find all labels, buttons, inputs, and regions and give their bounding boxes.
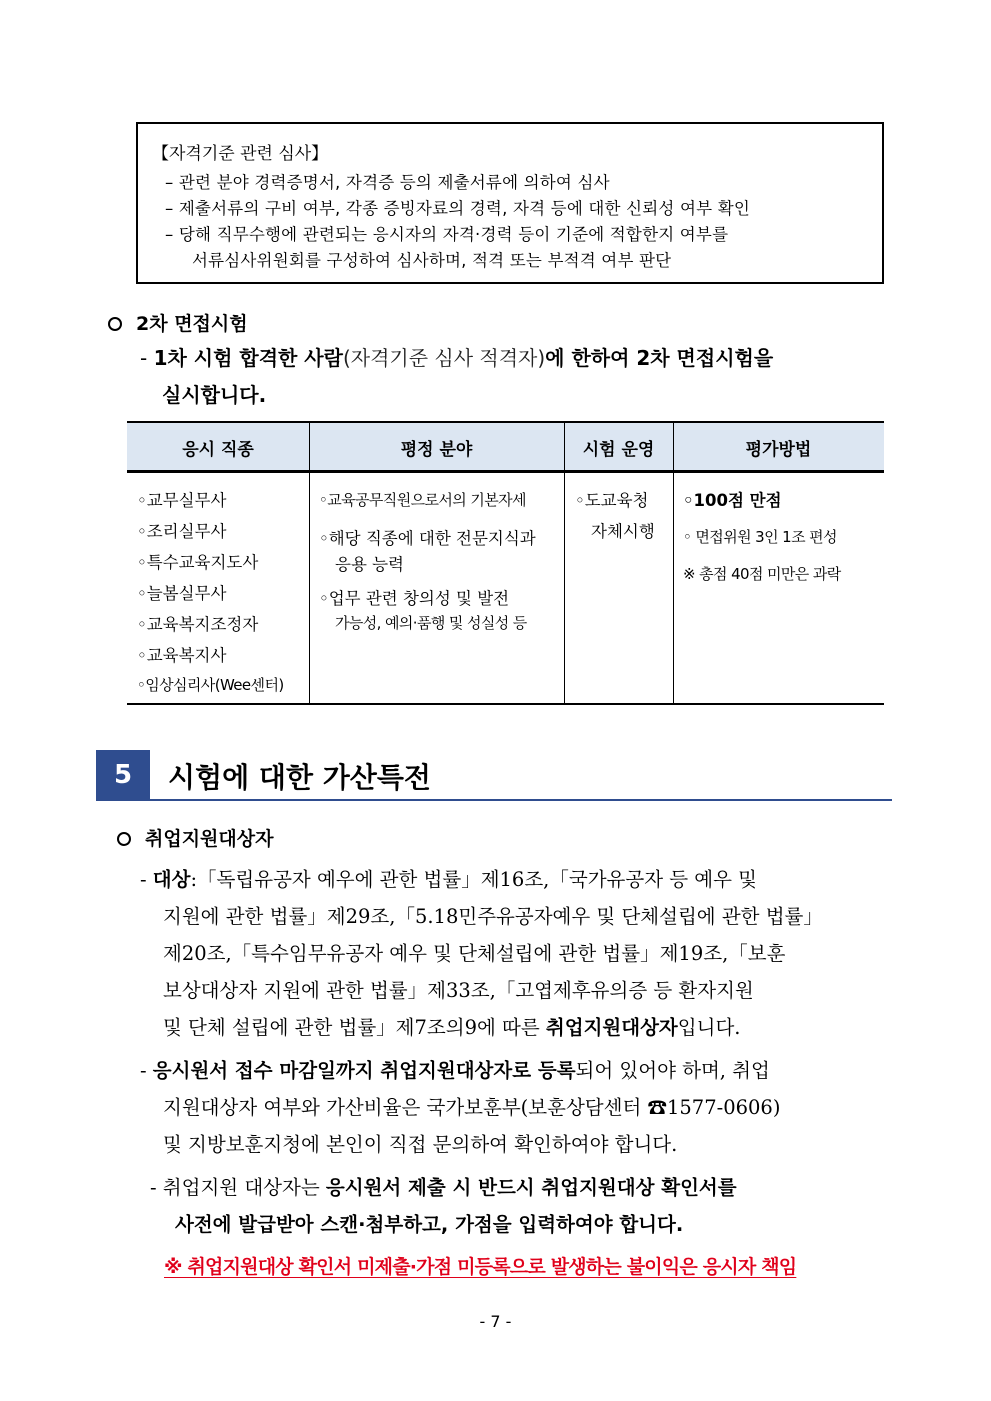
bold-text: 대상 [152, 868, 191, 891]
dash: - [140, 868, 153, 891]
criteria-line: – 제출서류의 구비 여부, 각종 증빙자료의 경력, 자격 등에 대한 신뢰성 여부 확인 [165, 199, 750, 218]
criteria-line: – 당해 직무수행에 관련되는 응시자의 자격·경력 등이 기준에 적합한지 여부를 [165, 225, 729, 244]
dash: - [140, 346, 154, 370]
body-text: 입니다. [677, 1016, 741, 1039]
certificate-line-2: 사전에 발급받아 스캔·첨부하고, 가점을 입력하여야 합니다. [175, 1213, 684, 1236]
field-item: ◦교육공무직원으로서의 기본자세 [319, 491, 526, 509]
header-job: 응시 직종 [182, 440, 254, 460]
field-item: ◦해당 직종에 대한 전문지식과 [319, 529, 536, 548]
employment-support-heading [117, 824, 273, 851]
bold-text: 응시원서 접수 마감일까지 취업지원대상자로 등록 [152, 1059, 576, 1082]
operation-item: ◦도교육청 [575, 491, 649, 510]
field-item: 응용 능력 [335, 555, 405, 574]
registration-line-3: 및 지방보훈지청에 본인이 직접 문의하여 확인하여야 합니다. [163, 1133, 678, 1156]
job-item: ◦늘봄실무사 [137, 584, 227, 603]
body-text: 취업지원 대상자는 [162, 1176, 326, 1199]
header-method: 평가방법 [745, 440, 812, 460]
section-title: 시험에 대한 가산특전 [168, 761, 431, 794]
column-divider [564, 421, 565, 705]
warning-notice: ※ 취업지원대상 확인서 미제출·가점 미등록으로 발생하는 불이익은 응시자 책임 [164, 1256, 797, 1278]
dash: - [140, 1059, 153, 1082]
operation-item: 자체시행 [591, 522, 655, 541]
table-bottom-rule [127, 703, 884, 705]
paren-text: (자격기준 심사 적격자) [342, 346, 546, 370]
registration-line-2: 지원대상자 여부와 가산비율은 국가보훈부(보훈상담센터 ☎1577-0606) [163, 1096, 781, 1119]
job-item: ◦교육복지사 [137, 646, 227, 665]
page-number: - 7 - [479, 1312, 512, 1331]
column-divider [309, 421, 310, 705]
section-rule [96, 799, 892, 801]
job-item: ◦임상심리사(Wee센터) [137, 676, 284, 694]
target-line-2: 지원에 관한 법률」제29조,「5.18민주유공자예우 및 단체설립에 관한 법률」 [163, 905, 823, 928]
criteria-box-title: 【자격기준 관련 심사】 [152, 144, 329, 164]
header-field: 평정 분야 [400, 440, 473, 460]
job-item: ◦교육복지조정자 [137, 615, 259, 634]
interview-heading [108, 309, 248, 336]
method-panel: ◦ 면접위원 3인 1조 편성 [683, 528, 837, 546]
bold-text: 1차 시험 합격한 사람 [153, 346, 343, 370]
body-text: :「독립유공자 예우에 관한 법률」제16조,「국가유공자 등 예우 및 [190, 868, 758, 891]
dash: - [150, 1176, 163, 1199]
target-line-1 [140, 864, 757, 892]
target-line-3: 제20조,「특수임무유공자 예우 및 단체설립에 관한 법률」제19조,「보훈 [163, 942, 786, 965]
column-divider [673, 421, 674, 705]
bold-text: 에 한하여 2차 면접시험을 [545, 346, 774, 370]
method-score: ◦100점 만점 [683, 491, 782, 510]
circle-bullet-icon [117, 832, 131, 846]
interview-line-2: 실시합니다. [162, 383, 267, 407]
criteria-line: 서류심사위원회를 구성하여 심사하며, 적격 또는 부적격 여부 판단 [192, 251, 672, 270]
job-item: ◦조리실무사 [137, 522, 227, 541]
interview-line-1 [140, 340, 773, 376]
employment-support-heading-text: 취업지원대상자 [145, 828, 274, 850]
registration-line-1 [140, 1055, 770, 1083]
interview-heading-text: 2차 면접시험 [136, 313, 248, 335]
body-text: 되어 있어야 하며, 취업 [575, 1059, 770, 1082]
header-operation: 시험 운영 [582, 440, 655, 460]
body-text: 및 단체 설립에 관한 법률」제7조의9에 따른 [163, 1016, 546, 1039]
section-number: 5 [96, 750, 150, 800]
bold-text: 응시원서 제출 시 반드시 취업지원대상 확인서를 [325, 1176, 737, 1199]
certificate-line-1 [150, 1172, 737, 1200]
job-item: ◦특수교육지도사 [137, 553, 259, 572]
bold-text: 취업지원대상자 [545, 1016, 678, 1039]
field-item: 가능성, 예의·품행 및 성실성 등 [335, 614, 527, 632]
circle-bullet-icon [108, 317, 122, 331]
target-line-5 [163, 1012, 740, 1040]
target-line-4: 보상대상자 지원에 관한 법률」제33조,「고엽제후유의증 등 환자지원 [163, 979, 754, 1002]
job-item: ◦교무실무사 [137, 491, 227, 510]
interview-table [127, 421, 884, 705]
method-note: ※ 총점 40점 미만은 과락 [683, 565, 841, 583]
criteria-line: – 관련 분야 경력증명서, 자격증 등의 제출서류에 의하여 심사 [165, 173, 610, 192]
field-item: ◦업무 관련 창의성 및 발전 [319, 589, 510, 608]
